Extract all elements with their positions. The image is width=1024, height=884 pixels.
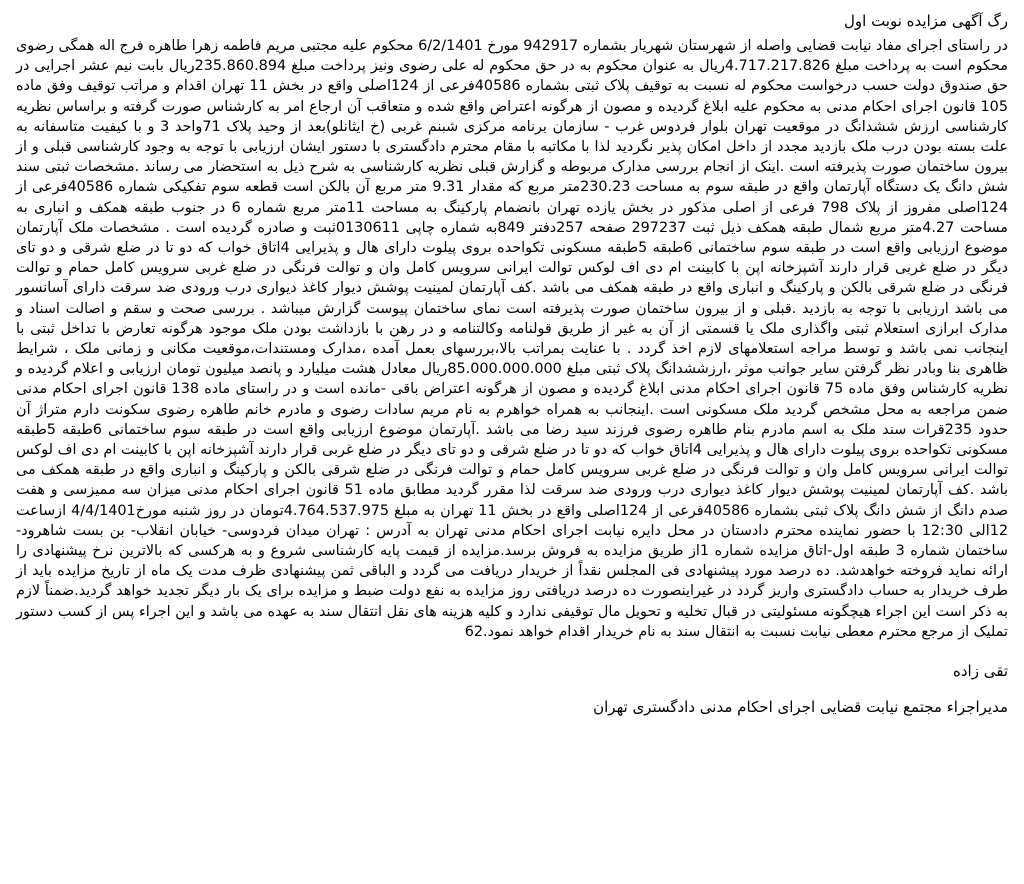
issuing-authority: مدیراجراء مجتمع نیابت قضایی اجرای احکام مدنی دادگستری تهران xyxy=(593,698,1008,717)
signer-name: تقی زاده xyxy=(953,662,1008,681)
notice-title: رگ آگهی مزایده نوبت اول xyxy=(844,12,1008,30)
notice-body: در راستای اجرای مفاد نیابت قضایی واصله از شهرستان شهریار بشماره 942917 مورخ 6/2/1401 محکوم علیه مجتبی مریم فاطمه زهرا طاهره فرج اله همگی رضوی محکوم است به پرداخت مبلغ 4.717.217.826ریال به عنوان محکوم به در حق محکوم له علی رضوی ونیز پرداخت مبلغ 235.860.894ریال بابت نیم عشر اجرایی در حق صندوق دولت حسب درخواست محکوم له نسبت به توقیف پلاک ثبتی بشماره 40586فرعی از 124اصلی واقع در بخش 11 تهران اقدام و مراتب توقیف وفق ماده 105 قانون اجرای احکام مدنی به محکوم علیه ابلاغ گردیده و مصون از هرگونه اعتراض واقع شده و متعاقب آن ارجاع امر به کارشناس صورت گرفته و براساس نظریه کارشناسی ارزش ششدانگ در موقعیت تهران بلوار فردوس غرب - سازمان برنامه مرکزی شبنم غربی (خ ایثانلو)بعد از وحید پلاک 71واحد 3 و با کیفیت متاسفانه به علت بسته بودن درب ملک بازدید مجدد از داخل امکان پذیر نگردید لذا با مکاتبه با مقام محترم دادگستری با دستور ایشان ارزیابی با توجه به وجود کارشناسی قبلی و از بیرون ساختمان صورت پذیرفته است .اینک از انجام بررسی مدارک مربوطه و گزارش قبلی نظریه کارشناسی به شرح ذیل به استحضار می رساند .مشخصات ثبتی سند شش دانگ یک دستگاه آپارتمان واقع در طبقه سوم به مساحت 230.23متر مربع که مقدار 9.31 متر مربع آن بالکن است قطعه سوم تفکیکی شماره 40586فرعی از 124اصلی مفروز از پلاک 798 فرعی از اصلی مذکور در بخش یازده تهران بانضمام پارکینگ به مساحت 11متر مربع شماره 6 در جنوب طبقه همکف و انباری به مساحت 4.27متر مربع شمال طبقه همکف ذیل ثبت 297237 صفحه 257دفتر 849به شماره چاپی 0130611ثبت و صادره گردیده است . مشخصات ملک آپارتمان موضوع ارزیابی واقع است در طبقه سوم ساختمانی 6طبقه 5طبقه مسکونی تکواحده بروی پیلوت دارای هال و پذیرایی 4اتاق خواب که دو تا در ضلع شرقی و دو تای دیگر در ضلع غربی قرار دارند آشپزخانه اپن با کابینت ام دی اف لوکس توالت ایرانی سرویس کامل وان و توالت فرنگی در ضلع غربی سرویس کامل حمام و توالت فرنگی در ضلع شرقی بالکن و پارکینگ و انباری واقع در طبقه همکف می باشد .کف آپارتمان لمینیت پوشش دیوار کاغذ دیواری درب ورودی ضد سرقت دارای آسانسور می باشد ارزیابی با توجه به بازدید .قبلی و از بیرون ساختمان صورت پذیرفته است نمای ساختمان پیوست گزارش میباشد . بررسی صحت و سقم و اصالت اسناد و مدارک ابرازی استعلام ثبتی واگذاری ملک یا قسمتی از آن به غیر از طریق قولنامه وکالتنامه و در رهن با بازداشت بودن ملک موجود هرگونه تعارض با تداخل ثبتی با اینجانب نمی باشد و توسط مراجه استعلامهای لازم اخذ گردد . با عنایت بمراتب بالا،بررسهای بعمل آمده ،مدارک ومستندات،موقعیت مکانی و زمانی ملک ، شرایط ظاهری بنا وبادر نظر گرفتن سایر جوانب موثر ،ارزششدانگ پلاک ثبتی مبلغ 85.000.000.000ریال معادل هشت میلیارد و پانصد میلیون تومان ارزیابی و اعلام گردیده و نظریه کارشناس وفق ماده 75 قانون اجرای احکام مدنی ابلاغ گردیده و مصون از هرگونه اعتراض باقی -مانده است و در راستای ماده 138 قانون اجرای احکام مدنی ضمن مراجعه به محل مشخص گردید ملک مسکونی است .اینجانب به همراه خواهرم به نام مریم سادات رضوی و مادرم خانم طاهره رضوی سکونت دارم متراژ آن حدود 235قرات سند ملک به اسم مادرم بنام طاهره رضوی فرزند سید رضا می باشد .آپارتمان موضوع ارزیابی واقع است در طبقه سوم ساختمانی 6طبقه 5طبقه مسکونی تکواحده بروی پیلوت دارای هال و پذیرایی 4اتاق خواب که دو تا در ضلع شرقی و دو تای دیگر در ضلع غربی قرار دارند آشپزخانه اپن با کابینت ام دی اف لوکس توالت ایرانی سرویس کامل وان و توالت فرنگی در ضلع غربی سرویس کامل حمام و توالت فرنگی در ضلع شرقی بالکن و پارکینگ و انباری واقع در طبقه همکف می باشد .کف آپارتمان لمینیت پوشش دیوار کاغذ دیواری درب ورودی ضد سرقت لذا مقرر گردید مطابق ماده 51 قانون اجرای احکام مدنی میزان سه ممیزسی و هفت صدم دانگ از شش دانگ پلاک ثبتی بشماره 40586فرعی از 124اصلی واقع در بخش 11 تهران به مبلغ 4.764.537.975تومان در روز شنبه مورخ4/4/1401 ازساعت 12الی 12:30 با حضور نماینده محترم دادستان در محل دایره نیابت اجرای احکام مدنی تهران به آدرس : تهران میدان فردوسی- خیابان انقلاب- بن بست شاهرود- ساختمان شماره 3 طبقه اول-اتاق مزایده شماره 1از طریق مزایده به فروش برسد.مزایده از قیمت پایه کارشناسی شروع و به هرکسی که بالاترین نرخ پیشنهادی را ارائه نماید فروخته خواهدشد. ده درصد مورد پیشنهادی فی المجلس نقداً از خریدار دریافت می گردد و الباقی ثمن پیشنهادی ظرف مدت یک ماه از تاریخ مزایده باید از طرف خریدار به حساب دادگستری واریز گردد در غیراینصورت ده درصد دریافتی روز مزایده به نفع دولت ضبط و مزایده برای یک بار دیگر تجدید خواهد گردید.ضمناً لازم به ذکر است این اجراء هیچگونه مسئولیتی در قبال تخلیه و تحویل مال توقیفی ندارد و کلیه هزینه های نقل انتقال سند به عهده می باشد و این اجراء پس از کسب دستور تملیک از مرجع محترم معطی نیابت نسبت به انتقال سند به نام خریدار اقدام خواهد نمود.62 xyxy=(16,38,1009,640)
